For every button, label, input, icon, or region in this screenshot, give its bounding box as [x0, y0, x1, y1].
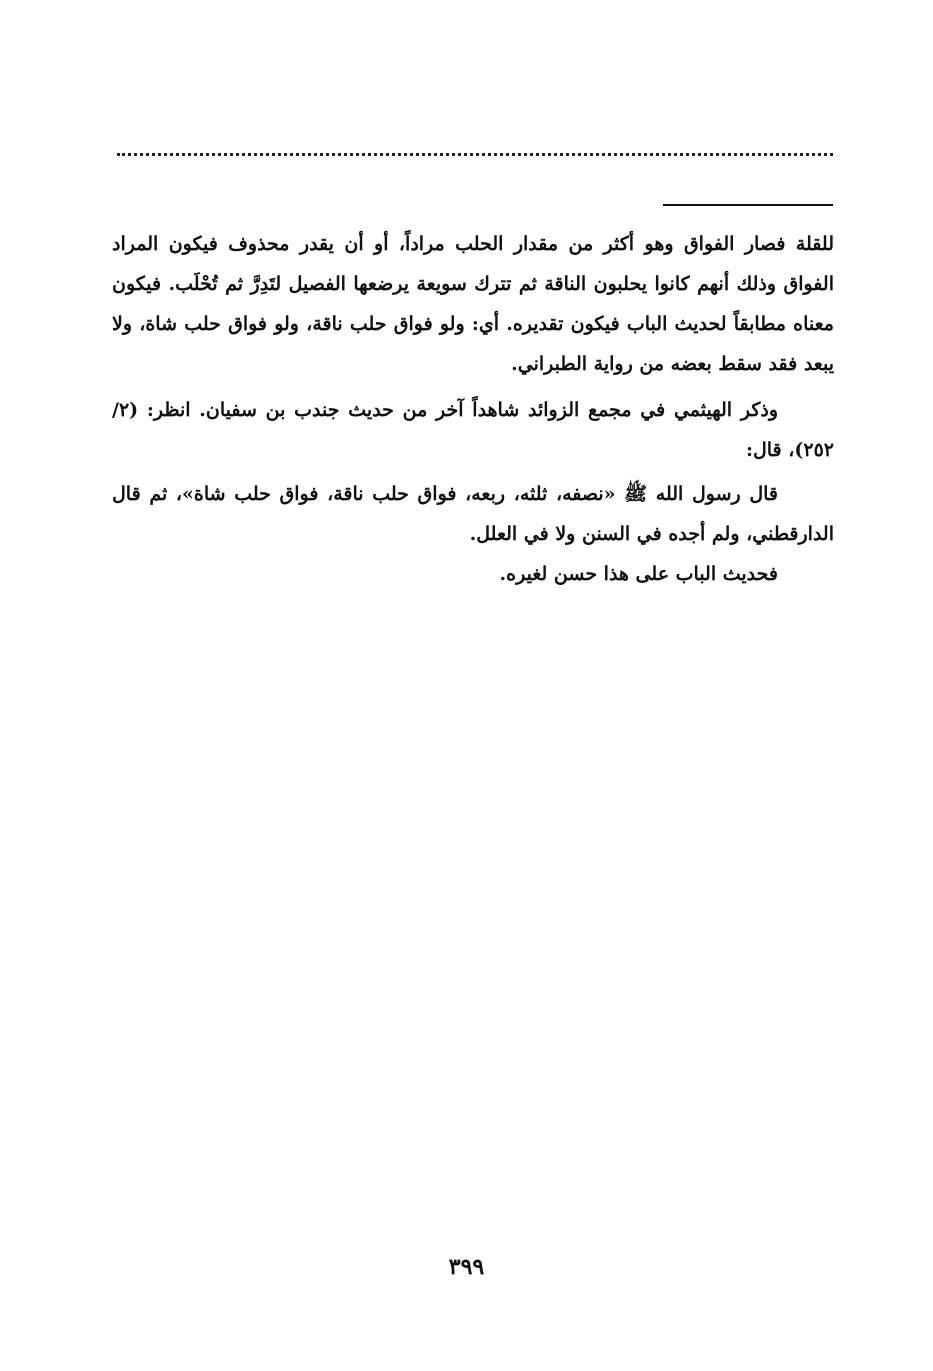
page-number: ٣٩٩ [448, 1254, 485, 1280]
paragraph-4: فحديث الباب على هذا حسن لغيره. [499, 563, 778, 585]
paragraph-3: قال رسول الله ﷺ «نصفه، ثلثه، ربعه، فواق حلب ناقة، فواق حلب شاة»، ثم قال الدارقطني، ولم أجده في السنن ولا في العلل. [112, 483, 834, 545]
dotted-separator [117, 153, 833, 156]
footnote-separator [663, 204, 833, 206]
paragraph-1: للقلة فصار الفواق وهو أكثر من مقدار الحلب مراداً، أو أن يقدر محذوف فيكون المراد الفواق وذلك أنهم كانوا يحلبون الناقة ثم تترك سويعة يرضعها الفصيل لتَدِرَّ ثم تُحْلَب. فيكون معناه مطابقاً لحديث الباب فيكون تقديره. أي: ولو فواق حلب ناقة، ولو فواق حلب شاة، ولا يبعد فقد سقط بعضه من رواية الطبراني. [112, 233, 834, 375]
paragraph-2: وذكر الهيثمي في مجمع الزوائد شاهداً آخر من حديث جندب بن سفيان. انظر: (٢/ ٢٥٢)، قال: [112, 399, 834, 461]
footnote-text [112, 224, 834, 594]
